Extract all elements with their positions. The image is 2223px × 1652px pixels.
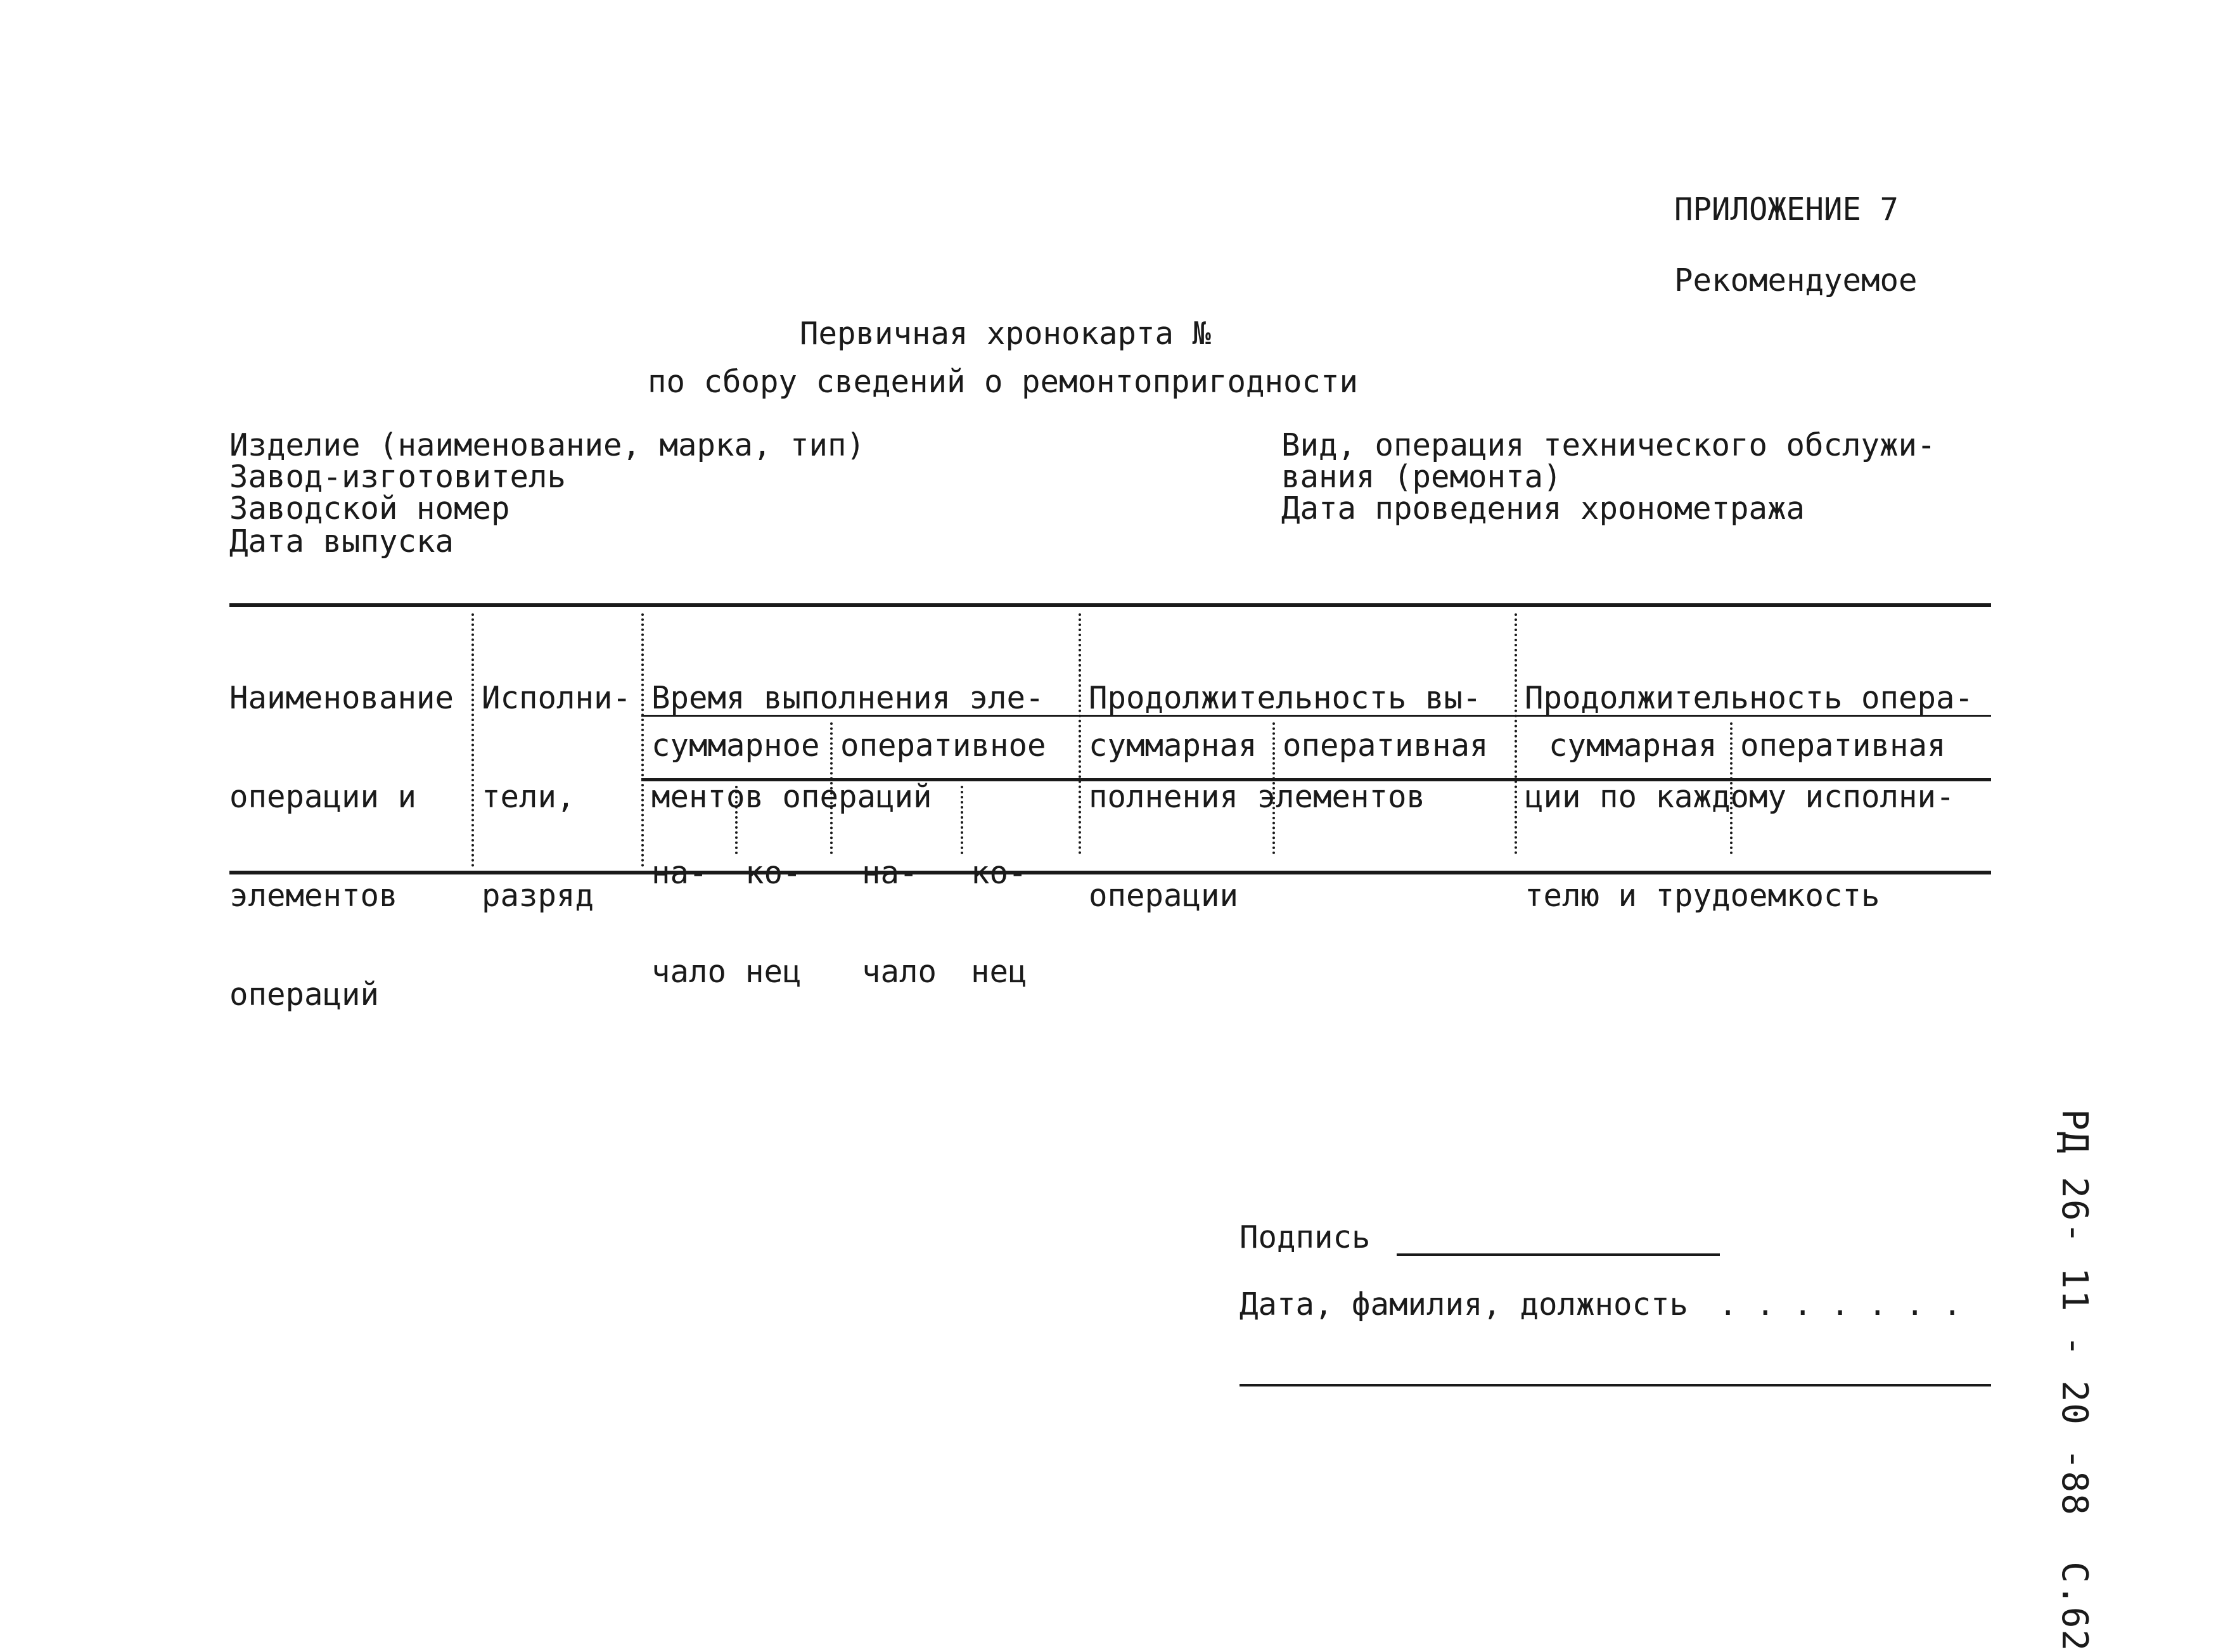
subheader-operative-time: оперативное bbox=[840, 727, 1046, 764]
header-operation-name: Наименование операции и элементов операций bbox=[229, 680, 454, 1013]
field-serial-number: Заводской номер bbox=[229, 490, 510, 527]
column-separator bbox=[1079, 613, 1081, 854]
date-name-position-label: Дата, фамилия, должность bbox=[1240, 1286, 1689, 1322]
cell-start: на- чало bbox=[651, 855, 727, 990]
bottom-rule bbox=[1240, 1384, 1991, 1386]
subheader-total-time: суммарное bbox=[651, 727, 820, 764]
column-separator bbox=[1515, 613, 1517, 854]
signature-label: Подпись bbox=[1240, 1219, 1371, 1255]
column-separator bbox=[471, 613, 474, 867]
header-executors: Исполни- тели, разряд bbox=[482, 680, 632, 914]
form-title: Первичная хронокарта № bbox=[800, 316, 1212, 352]
header-execution-time: Время выполнения эле- ментов операций bbox=[651, 680, 1044, 815]
cell-end: ко- нец bbox=[971, 855, 1027, 990]
date-name-position-dots: . . . . . . . bbox=[1719, 1286, 1962, 1322]
header-executor-duration: Продолжительность опера- ции по каждому исполни- телю и трудоемкость bbox=[1525, 680, 1974, 914]
appendix-status: Рекомендуемое bbox=[1674, 262, 1918, 298]
form-subtitle: по сбору сведений о ремонтопригодности bbox=[648, 364, 1359, 400]
appendix-label: ПРИЛОЖЕНИЕ 7 bbox=[1674, 191, 1899, 227]
document-code: РД 26- 11 - 20 -88 С.62 bbox=[2054, 1109, 2095, 1652]
subheader-total-duration: суммарная bbox=[1089, 727, 1257, 764]
header-element-duration: Продолжительность вы- полнения элементов операции bbox=[1089, 680, 1482, 914]
field-manufacturer: Завод-изготовитель bbox=[229, 459, 567, 495]
field-operation-type-cont: вания (ремонта) bbox=[1281, 459, 1562, 495]
subheader-total-labor: суммарная bbox=[1549, 727, 1717, 764]
field-operation-type: Вид, операция технического обслужи- bbox=[1281, 427, 1936, 463]
cell-start: на- чало bbox=[862, 855, 937, 990]
subheader-operative-duration: оперативная bbox=[1283, 727, 1489, 764]
field-product: Изделие (наименование, марка, тип) bbox=[229, 427, 866, 463]
column-separator bbox=[641, 613, 644, 867]
subheader-operative-labor: оперативная bbox=[1740, 727, 1946, 764]
signature-line bbox=[1397, 1253, 1720, 1256]
field-release-date: Дата выпуска bbox=[229, 523, 454, 560]
cell-end: ко- нец bbox=[745, 855, 802, 990]
field-timing-date: Дата проведения хронометража bbox=[1281, 490, 1805, 527]
table-top-rule bbox=[229, 603, 1991, 607]
